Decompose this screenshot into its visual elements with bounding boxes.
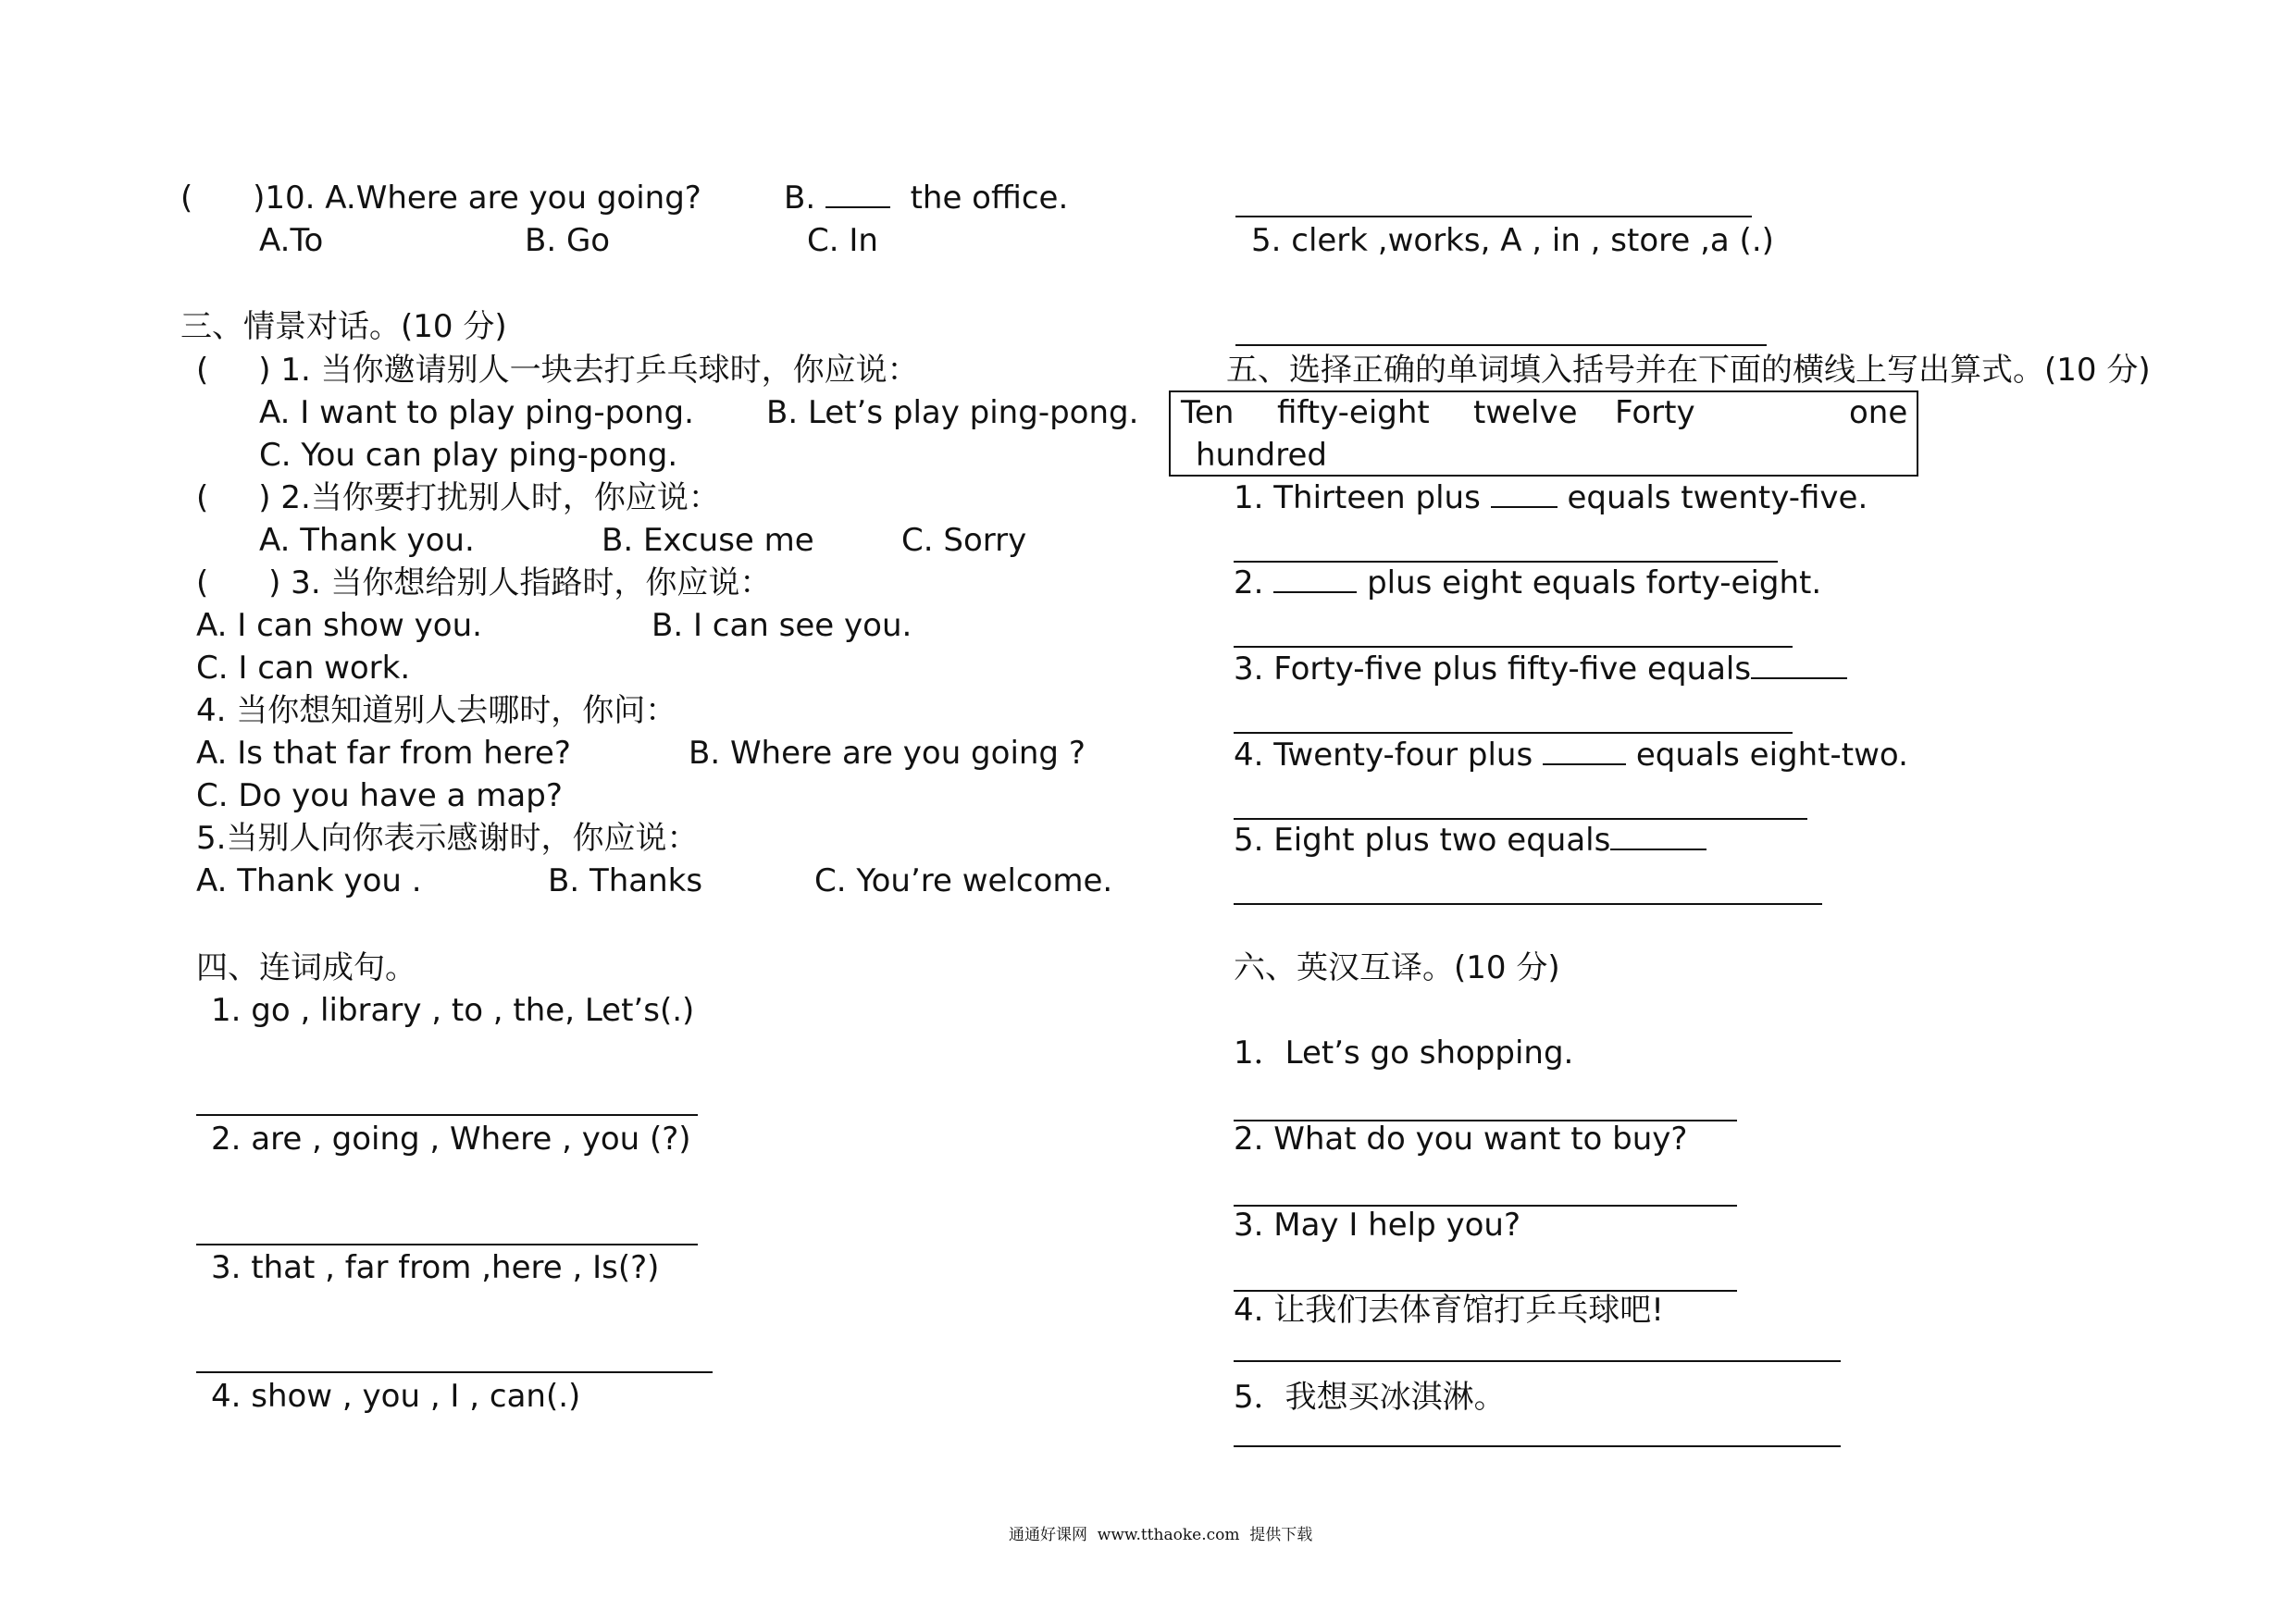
s6-item-4: 4. 让我们去体育馆打乒乓球吧! (1234, 1292, 1664, 1329)
s6-item-3: 3. May I help you? (1234, 1207, 1521, 1244)
s6-item-2: 2. What do you want to buy? (1234, 1121, 1688, 1158)
answer-line (1235, 344, 1767, 346)
q10-stem: ( )10. A.Where are you going? (180, 180, 701, 217)
answer-line (1234, 1445, 1841, 1447)
s4-item-2: 2. are , going , Where , you (?) (211, 1121, 691, 1158)
answer-line (1234, 818, 1807, 820)
footer-credit: 通通好课网 www.tthaoke.com 提供下载 (1009, 1526, 1313, 1544)
s3-q3-b: B. I can see you. (652, 607, 912, 644)
s3-q5-b: B. Thanks (548, 862, 703, 899)
s3-q3-c: C. I can work. (196, 650, 411, 687)
s3-q2-a: A. Thank you. (259, 522, 475, 559)
word-bank-word: twelve (1473, 394, 1578, 431)
s5-q5: 5. Eight plus two equals (1234, 822, 1706, 859)
word-bank-word: hundred (1196, 437, 1327, 474)
q10-choice-a: A.To (259, 222, 324, 259)
s4-item-1: 1. go , library , to , the, Let’s(.) (211, 992, 695, 1029)
section3-title: 三、情景对话。(10 分) (180, 308, 507, 345)
s3-q5: 5.当别人向你表示感谢时，你应说： (196, 820, 699, 857)
s3-q4-c: C. Do you have a map? (196, 777, 563, 814)
s5-q4: 4. Twenty-four plus equals eight-two. (1234, 737, 1908, 774)
s3-q2-c: C. Sorry (901, 522, 1027, 559)
section6-title: 六、英汉互译。(10 分) (1234, 949, 1560, 986)
s5-q1: 1. Thirteen plus equals twenty-five. (1234, 479, 1868, 516)
answer-line (196, 1371, 713, 1373)
s5-q2: 2. plus eight equals forty-eight. (1234, 564, 1822, 601)
s4-item-5: 5. clerk ,works, A , in , store ,a (.) (1251, 222, 1774, 259)
s6-item-1: 1．Let’s go shopping. (1234, 1035, 1574, 1072)
answer-line (196, 1114, 698, 1116)
s3-q4: 4. 当你想知道别人去哪时，你问： (196, 692, 677, 729)
word-bank-word: fifty-eight (1277, 394, 1430, 431)
word-bank-word: one (1849, 394, 1908, 431)
word-bank-word: Ten (1181, 394, 1235, 431)
section4-title: 四、连词成句。 (196, 949, 416, 986)
s3-q2-b: B. Excuse me (602, 522, 814, 559)
s6-item-5: 5．我想买冰淇淋。 (1234, 1379, 1506, 1416)
word-bank-word: Forty (1615, 394, 1695, 431)
answer-line (1235, 216, 1752, 217)
s3-q3: ( ) 3. 当你想给别人指路时，你应说： (196, 564, 772, 601)
answer-line (1234, 1360, 1841, 1362)
s3-q3-a: A. I can show you. (196, 607, 482, 644)
s4-item-4: 4. show , you , I , can(.) (211, 1378, 581, 1415)
s3-q4-a: A. Is that far from here? (196, 735, 571, 772)
s3-q1-a: A. I want to play ping-pong. (259, 394, 694, 431)
answer-line (196, 1244, 698, 1245)
s3-q5-a: A. Thank you . (196, 862, 422, 899)
section5-title: 五、选择正确的单词填入括号并在下面的横线上写出算式。(10 分) (1226, 352, 2151, 389)
q10-choice-b: B. Go (525, 222, 611, 259)
q10-option-b: B. the office. (784, 180, 1069, 217)
answer-line (1234, 732, 1793, 734)
s3-q1-c: C. You can play ping-pong. (259, 437, 678, 474)
answer-line (1234, 903, 1822, 905)
answer-line (1234, 561, 1778, 563)
s5-q3: 3. Forty-five plus fifty-five equals (1234, 650, 1847, 688)
s3-q1: ( ) 1. 当你邀请别人一块去打乒乓球时，你应说： (196, 352, 919, 389)
q10-choice-c: C. In (807, 222, 878, 259)
s3-q2: ( ) 2.当你要打扰别人时，你应说： (196, 479, 720, 516)
s3-q5-c: C. You’re welcome. (814, 862, 1113, 899)
s3-q1-b: B. Let’s play ping-pong. (766, 394, 1139, 431)
answer-line (1234, 646, 1793, 648)
s3-q4-b: B. Where are you going ? (689, 735, 1086, 772)
s4-item-3: 3. that , far from ,here , Is(?) (211, 1249, 660, 1286)
